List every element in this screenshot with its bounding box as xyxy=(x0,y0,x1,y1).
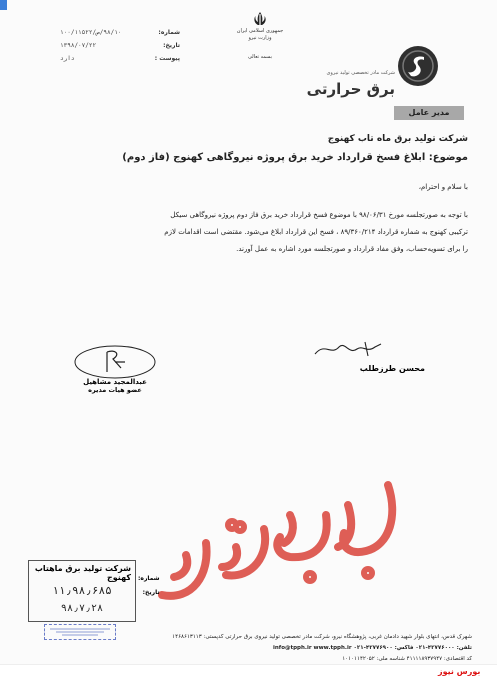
paragraph-line-2: ترکیبی کهنوج به شماره قرارداد ۸۹/۳۶۰/۲۱۴ ، فسخ این قرارداد ابلاغ می‌شود. مقتضی است اقدامات لازم xyxy=(164,228,468,236)
meta-attachment-value: دارد xyxy=(60,55,75,62)
brand-logo-icon xyxy=(397,45,439,87)
company-stamp xyxy=(28,560,136,622)
meta-date-label: تاریخ: xyxy=(163,42,180,49)
corner-marker xyxy=(0,0,7,10)
meta-number-value: ۹۸/۱۰/ص/۱۰۰/۱۱۵۲۲ xyxy=(60,29,122,36)
stamp-date-label: تاریخ: xyxy=(142,589,160,596)
source-brand: بورس نیوز xyxy=(438,667,481,676)
greeting: با سلام و احترام، xyxy=(418,183,468,191)
stamp-date: ۹۸٫۷٫۲۸ xyxy=(60,603,104,614)
letter-subject: موضوع: ابلاغ فسخ قرارداد خرید برق پروژه نیروگاهی کهنوج (فاز دوم) xyxy=(122,152,468,163)
ceo-name: محسن طرزطلب xyxy=(359,364,425,373)
stamp-number-label: شماره: xyxy=(138,575,160,582)
brand-subtitle: شرکت مادر تخصصی تولید نیروی xyxy=(326,70,395,76)
signature-ceo xyxy=(305,338,425,373)
meta-attachment-row xyxy=(60,52,180,65)
emblem-bismillah: بسمه تعالی xyxy=(247,54,273,60)
signature-board-member xyxy=(55,340,175,394)
emblem-icon xyxy=(251,10,269,28)
handwritten-signature-board xyxy=(55,340,175,380)
board-member-title: عضو هیات مدیره xyxy=(88,386,142,394)
iran-emblem xyxy=(225,10,295,60)
handwritten-signature-ceo xyxy=(305,338,415,360)
brand-name: برق حرارتی xyxy=(306,80,395,98)
recipient-company: شرکت تولید برق ماه تاب کهنوج xyxy=(327,134,468,144)
meta-attachment-label: پیوست : xyxy=(154,55,180,62)
footer-ids: کد اقتصادی: ۴۱۱۱۱۸۹۳۷۹۴۷ شناسه ملی: ۱۰۱۰۱۱۴۲۰۵۲ xyxy=(342,656,472,662)
letter-paragraph xyxy=(20,207,468,258)
emblem-country: جمهوری اسلامی ایران xyxy=(236,28,284,34)
meta-date-row xyxy=(60,39,180,52)
footer-contact: تلفن: ۴۲۷۷۶۰۰۰-۰۲۱ فاکس: ۴۲۷۷۶۹۰۰-۰۲۱ info@tpph.ir www.tpph.ir xyxy=(273,645,472,651)
paragraph-line-3: را برای تسویه‌حساب، وفق مفاد قرارداد و صورتجلسه مورد اشاره به عمل آورند. xyxy=(236,245,468,253)
meta-date-value: ۱۳۹۸/۰۷/۲۲ xyxy=(60,42,97,49)
stamp-labels xyxy=(138,572,160,600)
board-member-name: عبدالمجید مشاهیل xyxy=(83,378,147,386)
watermark-logo xyxy=(140,455,420,615)
letter-meta xyxy=(60,26,180,65)
role-tab: مدیر عامل xyxy=(394,106,464,120)
stamp-company: شرکت تولید برق ماهتاب کهنوج xyxy=(34,564,131,582)
meta-number-label: شماره: xyxy=(158,29,180,36)
paragraph-line-1: با توجه به صورتجلسه مورخ ۹۸/۰۶/۳۱ با موضوع فسخ قرارداد خرید برق فاز دوم پروژه نیروگاهی سیکل xyxy=(170,211,468,219)
meta-number-row xyxy=(60,26,180,39)
emblem-ministry: وزارت نیرو xyxy=(248,35,272,41)
footer-address: شهرک قدس، انتهای بلوار شهید دادمان غربی، پژوهشگاه نیرو، شرکت مادر تخصصی تولید نیروی برق حرارتی کدپستی: ۱۴۶۸۶۱۳۱۱۳ xyxy=(172,634,472,640)
stamp-number: ۱۱٫۹۸٫۶۸۵ xyxy=(52,584,112,597)
